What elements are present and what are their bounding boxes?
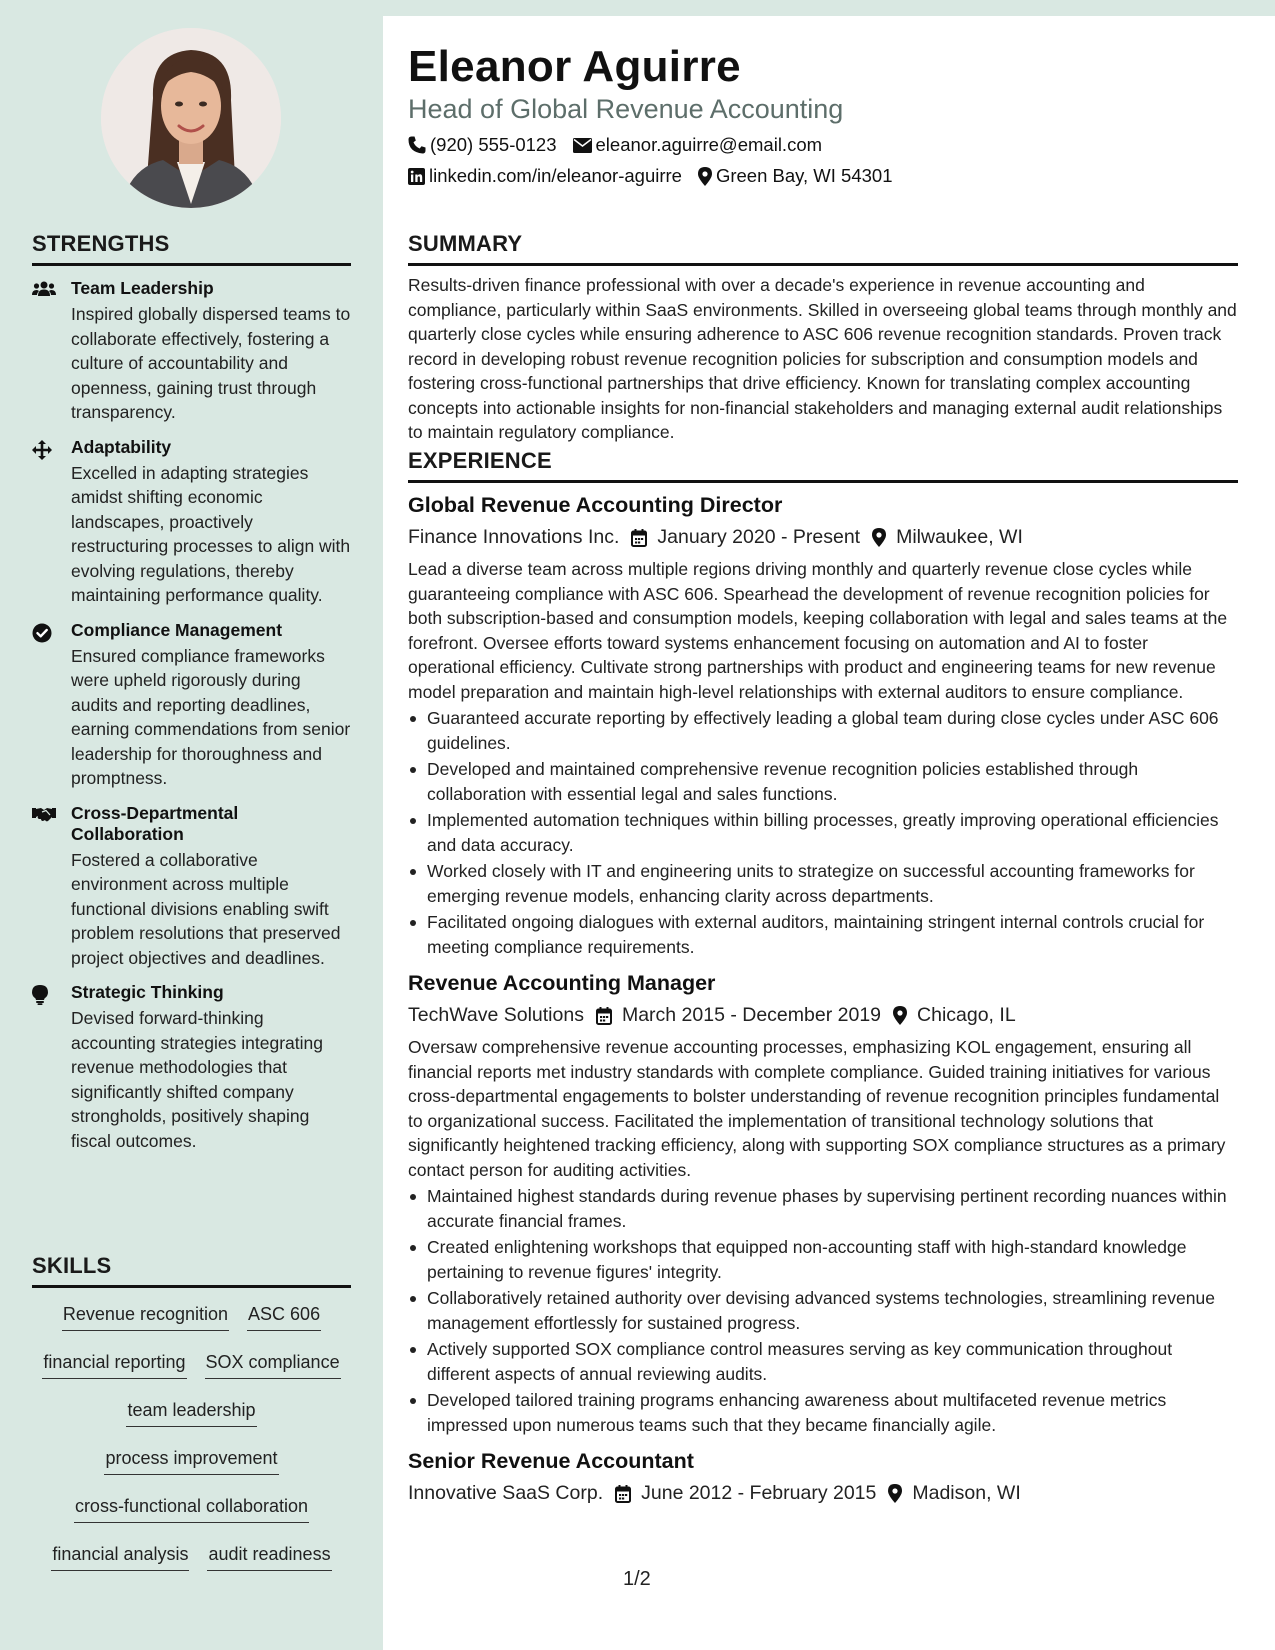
job-title: Senior Revenue Accountant <box>408 1449 694 1473</box>
summary-section <box>408 231 1238 445</box>
envelope-icon <box>573 138 592 153</box>
sidebar <box>0 0 383 1650</box>
calendar-icon <box>631 529 647 547</box>
skills-section <box>32 1253 351 1584</box>
job-dates-text: June 2012 - February 2015 <box>641 1482 877 1504</box>
candidate-name: Eleanor Aguirre <box>408 42 741 91</box>
strength-name: Team Leadership <box>71 278 214 298</box>
strength-description: Inspired globally dispersed teams to collaborate effectively, fostering a culture of accountability and openness, gaining trust through transparency. <box>71 304 351 422</box>
page-number: 1/2 <box>623 1568 651 1590</box>
contact-email <box>573 134 823 156</box>
map-pin-icon <box>893 1006 907 1025</box>
skills-list <box>32 1296 351 1584</box>
job-bullet: Worked closely with IT and engineering units to strategize on successful accounting frameworks for emerging revenue models, enhancing clarity across departments. <box>408 859 1238 908</box>
job-location <box>888 1482 1020 1505</box>
contact-linkedin <box>408 165 682 187</box>
job-location-text: Madison, WI <box>912 1482 1021 1504</box>
skill-tag: process improvement <box>104 1446 278 1475</box>
job-entry <box>408 971 1238 1437</box>
skill-tag: SOX compliance <box>205 1350 341 1379</box>
candidate-title: Head of Global Revenue Accounting <box>408 94 844 124</box>
strength-item <box>32 620 351 791</box>
job-bullets <box>408 706 1238 959</box>
strengths-section <box>32 231 351 1153</box>
location-text: Green Bay, WI 54301 <box>715 165 893 186</box>
job-bullet: Developed tailored training programs enhancing awareness about multifaceted revenue metrics impressed upon numerous teams such that they became financially agile. <box>408 1388 1238 1437</box>
job-meta <box>408 1004 1238 1027</box>
job-location-text: Chicago, IL <box>917 1004 1016 1026</box>
contact-location <box>698 165 893 187</box>
contact-phone <box>408 134 557 156</box>
skill-tag: team leadership <box>126 1398 256 1427</box>
job-bullet: Collaboratively retained authority over devising advanced systems technologies, streamlining revenue management effortlessly for sustained progress. <box>408 1286 1238 1335</box>
skill-tag: audit readiness <box>207 1542 331 1571</box>
job-dates <box>615 1482 876 1505</box>
contact-row-2 <box>408 165 909 187</box>
strength-name: Strategic Thinking <box>71 982 224 1002</box>
strength-name: Adaptability <box>71 436 172 457</box>
phone-text: (920) 555-0123 <box>430 134 557 155</box>
job-title: Revenue Accounting Manager <box>408 971 716 995</box>
lightbulb-icon <box>32 982 71 1153</box>
map-pin-icon <box>698 167 712 186</box>
job-meta <box>408 1482 1238 1505</box>
job-location-text: Milwaukee, WI <box>896 526 1023 548</box>
job-bullet: Created enlightening workshops that equipped non-accounting staff with high-standard knowledge pertaining to revenue figures' integrity. <box>408 1235 1238 1284</box>
strength-item <box>32 803 351 971</box>
skill-tag: ASC 606 <box>247 1302 321 1331</box>
job-description: Oversaw comprehensive revenue accounting processes, emphasizing KOL engagement, ensuring all financial reports met industry standards with complete compliance. Guided training initiatives for various cross-departmental engagements to bolster understanding of revenue recognition principles fundamental to organizational success. Facilitated the implementation of transitional technology solutions that significantly heightened tracking efficiency, along with supporting SOX compliance structures as a primary contact person for auditing activities. <box>408 1037 1226 1180</box>
experience-section <box>408 448 1238 1513</box>
arrows-move-icon <box>32 437 71 608</box>
job-description: Lead a diverse team across multiple regions driving monthly and quarterly revenue close cycles while guaranteeing compliance with ASC 606. Spearhead the development of revenue recognition policies for both subscription-based and consumption models, keeping collaboration with legal and sales teams at the forefront. Oversee efforts toward systems enhancement focusing on automation and AI to foster operational efficiency. Cultivate strong partnerships with product and engineering teams for new revenue model preparation and maintain high-level relationships with external auditors to ensure compliance. <box>408 559 1228 702</box>
calendar-icon <box>596 1007 612 1025</box>
job-bullet: Implemented automation techniques within billing processes, greatly improving operational efficiencies and data accuracy. <box>408 808 1238 857</box>
contact-row-1 <box>408 134 838 156</box>
strength-description: Ensured compliance frameworks were upheld rigorously during audits and reporting deadlines, earning commendations from senior leadership for thoroughness and promptness. <box>71 645 351 788</box>
strength-description: Devised forward-thinking accounting strategies integrating revenue methodologies that significantly shifted company strongholds, positively shaping fiscal outcomes. <box>71 1008 323 1151</box>
job-bullet: Developed and maintained comprehensive revenue recognition policies established through collaboration with essential legal and sales functions. <box>408 757 1238 806</box>
strength-item <box>32 278 351 425</box>
job-meta <box>408 526 1238 549</box>
map-pin-icon <box>888 1484 902 1503</box>
job-bullet: Actively supported SOX compliance control measures serving as key communication throughout different aspects of annual reviewing audits. <box>408 1337 1238 1386</box>
job-bullet: Maintained highest standards during revenue phases by supervising pertinent recording nuances within accurate financial frames. <box>408 1184 1238 1233</box>
job-dates <box>596 1004 881 1027</box>
job-entry <box>408 1449 1238 1505</box>
job-bullet: Guaranteed accurate reporting by effectively leading a global team during close cycles under ASC 606 guidelines. <box>408 706 1238 755</box>
strength-name: Cross-Departmental Collaboration <box>71 802 239 844</box>
job-dates-text: March 2015 - December 2019 <box>621 1004 882 1026</box>
strength-item <box>32 437 351 608</box>
calendar-icon <box>615 1485 631 1503</box>
job-dates <box>631 526 860 549</box>
skill-tag: financial reporting <box>42 1350 186 1379</box>
skill-tag: financial analysis <box>51 1542 189 1571</box>
handshake-icon <box>32 803 71 971</box>
skill-tag: cross-functional collaboration <box>74 1494 309 1523</box>
skill-tag: Revenue recognition <box>62 1302 229 1331</box>
skills-heading: SKILLS <box>32 1253 351 1288</box>
main-content <box>383 16 1275 1650</box>
strength-item <box>32 982 351 1153</box>
summary-text: Results-driven finance professional with over a decade's experience in revenue accounting and compliance, particularly within SaaS environments. Skilled in overseeing global teams through monthly and quarterly close cycles while ensuring adherence to ASC 606 revenue recognition standards. Proven track record in developing robust revenue recognition policies for subscription and consumption models and fostering cross-functional partnerships that drive efficiency. Known for translating complex accounting concepts into actionable insights for non-financial stakeholders and managing external audit relationships to maintain regulatory compliance. <box>408 275 1237 442</box>
email-text: eleanor.aguirre@email.com <box>595 134 823 155</box>
job-title: Global Revenue Accounting Director <box>408 493 783 517</box>
strengths-heading: STRENGTHS <box>32 231 351 266</box>
job-location <box>872 526 1023 549</box>
strength-description: Excelled in adapting strategies amidst shifting economic landscapes, proactively restructuring processes to align with evolving regulations, thereby maintaining performance quality. <box>71 462 351 605</box>
map-pin-icon <box>872 528 886 547</box>
phone-icon <box>408 136 426 154</box>
profile-photo <box>101 28 281 208</box>
job-location <box>893 1004 1016 1027</box>
linkedin-icon <box>408 168 425 185</box>
linkedin-text: linkedin.com/in/eleanor-aguirre <box>429 165 682 186</box>
job-bullets <box>408 1184 1238 1437</box>
job-bullet: Facilitated ongoing dialogues with external auditors, maintaining stringent internal controls crucial for meeting compliance requirements. <box>408 910 1238 959</box>
job-company: Innovative SaaS Corp. <box>408 1482 604 1504</box>
job-company: TechWave Solutions <box>408 1004 584 1026</box>
job-entry <box>408 493 1238 959</box>
strength-description: Fostered a collaborative environment across multiple functional divisions enabling swift problem resolutions that preserved project objectives and deadlines. <box>71 849 341 968</box>
strength-name: Compliance Management <box>71 619 283 640</box>
job-dates-text: January 2020 - Present <box>657 526 861 548</box>
summary-heading: SUMMARY <box>408 231 1238 266</box>
job-company: Finance Innovations Inc. <box>408 526 620 548</box>
experience-heading: EXPERIENCE <box>408 448 1238 483</box>
check-circle-icon <box>32 620 71 791</box>
users-icon <box>32 278 71 425</box>
